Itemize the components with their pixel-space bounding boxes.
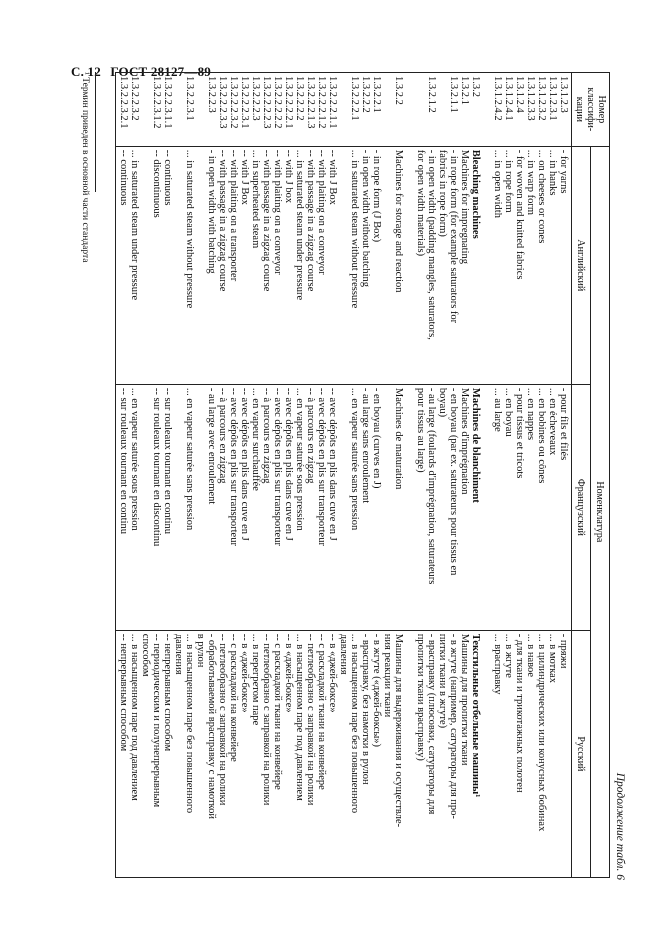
table-cell-line: - врасправку (плюсовки, сатураторы для [426,633,437,815]
table-cell-line: ... в насыщенном паре без повышенного [184,633,195,814]
footnote-rule [95,72,96,192]
table-cell-line: 1.3.2.2 [393,76,404,105]
table-cell-line: ... в мотках [547,633,558,684]
table-cell-line [481,76,492,143]
table-cell-line: - au large avec enroulement [206,387,217,505]
table-cell-line: -- avec dépôts en plis dans cuve en J [327,387,338,541]
table-cell-line: 1.3.2.2.2.1.3 [305,76,316,129]
column-russian [116,630,572,877]
table-cell-line: 1.3.2.2.2.2.3 [261,76,272,129]
table-cell-line: Machines for impregnating [459,149,470,265]
table-cell-line: -- with passage in a zigzag course [217,149,228,292]
table-cell-line: 1.3.2.2.2.3.3 [217,76,228,129]
table-cell-line: 1.3.2.1.2 [426,76,437,113]
table-cell-line: ... en nappes [525,387,536,441]
table-cell-line: -- avec dépôts en plis sur transporteur [272,387,283,546]
table-cell-line: ... en vapeur saturée sous pression [294,387,305,531]
table-cell-line: 1.3.2.2.3 [206,76,217,113]
standard-code: ГОСТ 28127—89 [110,64,211,79]
table-cell-line: 1.3.2.1.1 [448,76,459,113]
table-cell-line: ... au large [492,387,503,432]
header-nomenclature: Номенклатура [591,146,610,877]
table-cell-line: pour tissus au large) [415,387,426,473]
table-cell-line: ... in hanks [547,149,558,196]
table-cell-line: -- with plaiting on a conveyor [272,149,283,275]
table-cell-line: питки ткани в жгуте) [437,633,448,729]
table-cell-line: Machines de maturation [393,387,404,490]
table-cell-line: ... в насыщенном паре под давлением [129,633,140,801]
table-cell-line: -- discontinuous [151,149,162,218]
table-cell-line: -- в «джей-боксе» [327,633,338,713]
table-cell-line: ... en vapeur saturée sans pression [184,387,195,531]
table-cell-line [382,388,393,627]
table-cell-line: 1.3.2.2.3.1.2 [151,76,162,129]
table-cell-line: - for yarns [558,149,569,194]
table-cell-line: ... en vapeur saturée sans pression [349,387,360,531]
table-cell-line [195,150,206,381]
table-cell-line: -- continuous [162,149,173,206]
table-cell-line: - обработываемой врасправку с намоткой [206,633,217,819]
table-cell-line: - in open width (padding mangles, saturators, [426,149,437,340]
nomenclature-table [115,72,610,878]
table-cell-line: 1.3.1.2.4.2 [492,76,503,121]
table-cell-line [173,150,184,381]
table-cell-line [140,76,151,143]
table-cell-line: -- sur rouleaux tournant en discontinu [151,387,162,547]
table-cell-line: способом [140,633,151,677]
table-cell-line [437,76,448,143]
table-cell-line [338,388,349,627]
table-cell-line: - au large (foulards d'imprégnation, saturateurs [426,387,437,585]
table-cell-line: -- с раскладкой ткани на конвейере [316,633,327,790]
table-cell-line: - en boyau (curves en J) [371,387,382,489]
table-cell-line: 1.3.2.2.2.1.1 [327,76,338,129]
table-cell-line: -- avec dépôts en plis dans cuve en J [239,387,250,541]
table-cell-line: 1.3.2.2.2.3 [250,76,261,121]
table-cell-line: 1.3.1.2.3.3 [525,76,536,121]
table-cell-line: -- с раскладкой ткани на конвейере [272,633,283,790]
table-cell-line: ... врасправку [492,633,503,695]
table-cell-line: -- периодическим и полунепрерывным [151,633,162,808]
table-cell-line: 1.3.1.2.4.1 [503,76,514,121]
table-cell-line: -- with J Box [327,149,338,205]
table-cell-line: - in rope form (for example saturators for [448,149,459,324]
table-cell-line: -- петлеобразно с заправкой на ролики [305,633,316,806]
table-cell-line: -- петлеобразно с заправкой на ролики [217,633,228,806]
table-cell-line: -- в «джей-боксе» [239,633,250,713]
table-cell-line: ... en vapeur saturée sous pression [129,387,140,531]
table-cell-line: Машины для пропитки ткани [459,633,470,766]
table-cell-line: Bleaching machines [470,149,481,239]
table-cell-line: -- avec dépôts en plis sur transporteur [316,387,327,546]
table-cell-line: 1.3.2.2.3.2 [129,76,140,121]
table-cell-line: ния реакции ткани [382,633,393,718]
table-cell-line: -- непрерывным способом [118,633,129,752]
table-cell-line: ... en boyau [503,387,514,437]
table-cell-line [195,388,206,627]
table-cell-line: 1.3.1.2.4 [514,76,525,113]
table-cell-line: - pour tissus et tricots [514,387,525,479]
table-cell-line: Текстильные отбельные машины¹ [470,633,481,798]
table-cell-line: ... en bobines ou cônes [536,387,547,484]
table-cell-line: - в жгуте («джей-боксы») [371,633,382,748]
table-cell-line [382,76,393,143]
header-russian: Русский [572,630,591,877]
table-cell-line [404,634,415,874]
table-cell-line: ... в насыщенном паре под давлением [294,633,305,801]
table-cell-line: ... в цилиндрических или конусных бобинах [536,633,547,832]
table-cell-line: 1.3.2.2.2.1 [349,76,360,121]
table-cell-line: -- continuous [118,149,129,206]
table-cell-line [382,150,393,381]
table-cell-line: 1.3.1.2.3 [558,76,569,113]
table-cell-line [140,388,151,627]
table-cell-line: 1.3.2.2.3.2.1 [118,76,129,129]
table-cell-line: for open width materials) [415,149,426,257]
header-number: Номер классифи- кации [572,73,610,147]
table-cell-line: -- à parcours en zigzag [305,387,316,484]
table-cell-line [481,388,492,627]
table-cell-line [404,388,415,627]
table-cell-line: ... в навое [525,633,536,678]
table-cell-line: -- avec dépôts en plis sur transporteur [228,387,239,546]
table-cell-line: Машины для выдерживания и осуществле- [393,633,404,828]
continuation-label: Продолжение табл. 6 [614,772,626,880]
table-cell-line: в рулон [195,633,206,668]
column-french [116,384,572,630]
table-cell-line: 1.3.2.1 [459,76,470,105]
table-cell-line: -- петлеобразно с заправкой на ролики [261,633,272,806]
table-cell-line: 1.3.2.2.2 [360,76,371,113]
table-cell-line: 1.3.2 [470,76,481,97]
table-cell-line: -- avec dépôts en plis dans cuve en J [283,387,294,541]
table-cell-line: давления [173,633,184,675]
table-cell-line [404,150,415,381]
table-cell-line: -- à parcours en zigzag [261,387,272,484]
table-cell-line: ... en écheveaux [547,387,558,456]
table-cell-line: ... in warp form [525,149,536,216]
table-cell-line: - in open width with batching [206,149,217,274]
table-cell-line [415,76,426,143]
table-cell-line: ... в перегретом паре [250,633,261,726]
table-cell-line: пропитки ткани врасправку) [415,633,426,761]
footnote: ¹ Термин приведен в основной части стандарта [80,72,90,263]
table-cell-line [195,76,206,143]
table-cell-line: давления [338,633,349,675]
page-number: С. 12 [71,64,101,79]
table-cell-line: - пряжи [558,633,569,669]
table-cell-line: ... in open width [492,149,503,218]
table-cell-line: ... in saturated steam without pressure [349,149,360,309]
table-cell-line [173,388,184,627]
header-french: Французский [572,384,591,630]
table-cell-line: -- sur rouleaux tournant en continu [162,387,173,535]
table-cell-line [404,76,415,143]
table-cell-line: ... in saturated steam without pressure [184,149,195,309]
table-cell-line: ... в жгуте [503,633,514,678]
table-cell-line: Machines d'imprégnation [459,387,470,495]
table-cell-line: -- with J Box [239,149,250,205]
table-cell-line: - врасправку, без намотки в рулон [360,633,371,785]
table-cell-line [481,150,492,381]
column-number [116,73,572,147]
table-cell-line: -- with passage in a zigzag course [261,149,272,292]
table-cell-line: 1.3.2.2.3.1.1 [162,76,173,129]
header-english: Английский [572,146,591,384]
table-cell-line: 1.3.2.2.2.2 [294,76,305,121]
table-cell-line: 1.3.1.2.3.2 [536,76,547,121]
table-cell-line: boyau) [437,387,448,418]
table-cell-line: -- à parcours en zigzag [217,387,228,484]
table-cell-line: 1.3.2.2.1 [371,76,382,113]
table-cell-line [338,76,349,143]
table-cell-line: -- with plaiting on a conveyor [316,149,327,275]
table-cell-line: - for woven and knitted fabrics [514,149,525,280]
table-cell-line: 1.3.2.2.2.2.1 [283,76,294,129]
table-cell-line: - in rope form (J Box) [371,149,382,243]
table-cell-line: - в жгуте (например, сатураторы для про- [448,633,459,819]
table-cell-line: 1.3.1.2.3.1 [547,76,558,121]
table-cell-line: 1.3.2.2.2.3.1 [239,76,250,129]
table-cell-line: ... in rope form [503,149,514,213]
table-cell-line: -- with plaiting on a transporter [228,149,239,282]
column-english [116,146,572,384]
table-cell-line: - pour fils et filés [558,387,569,461]
table-cell-line: -- with J box [283,149,294,204]
table-cell-line: ... in superheated steam [250,149,261,249]
table-cell-line: 1.3.2.2.2.2.2 [272,76,283,129]
table-cell-line: fabrics in rope form) [437,149,448,237]
table-cell-line: -- sur rouleaux tournant en continu [118,387,129,535]
table-cell-line: 1.3.2.2.2.3.2 [228,76,239,129]
table-cell-line [173,76,184,143]
table-cell-line [338,150,349,381]
table-cell-line: ... in saturated steam under pressure [294,149,305,301]
table-cell-line: - in open width without batching [360,149,371,288]
table-cell-line: ... в насыщенном паре без повышенного [349,633,360,814]
table-cell-line: ... en vapeur surchauffée [250,387,261,491]
table-cell-line: - en boyau (par ex. saturateurs pour tissus en [448,387,459,576]
table-cell-line: -- непрерывным способом [162,633,173,752]
table-cell-line: 1.3.2.2.2.1.2 [316,76,327,129]
table-cell-line: -- в «джей-боксе» [283,633,294,713]
table-cell-line: 1.3.2.2.3.1 [184,76,195,121]
table-cell-line: Machines de blanchiment [470,387,481,503]
table-cell-line: - для ткани и трикотажных полотен [514,633,525,793]
table-cell-line: Machines for storage and reaction [393,149,404,293]
table-cell-line: - au large sans enroulement [360,387,371,504]
table-cell-line [140,150,151,381]
rotated-table-area [80,72,626,880]
table-cell-line [481,634,492,874]
table-cell-line: ... in saturated steam under pressure [129,149,140,301]
table-cell-line: -- with passage in a zigzag course [305,149,316,292]
table-cell-line: ... on cheeses or cones [536,149,547,244]
table-cell-line: -- с раскладкой на конвейере [228,633,239,762]
